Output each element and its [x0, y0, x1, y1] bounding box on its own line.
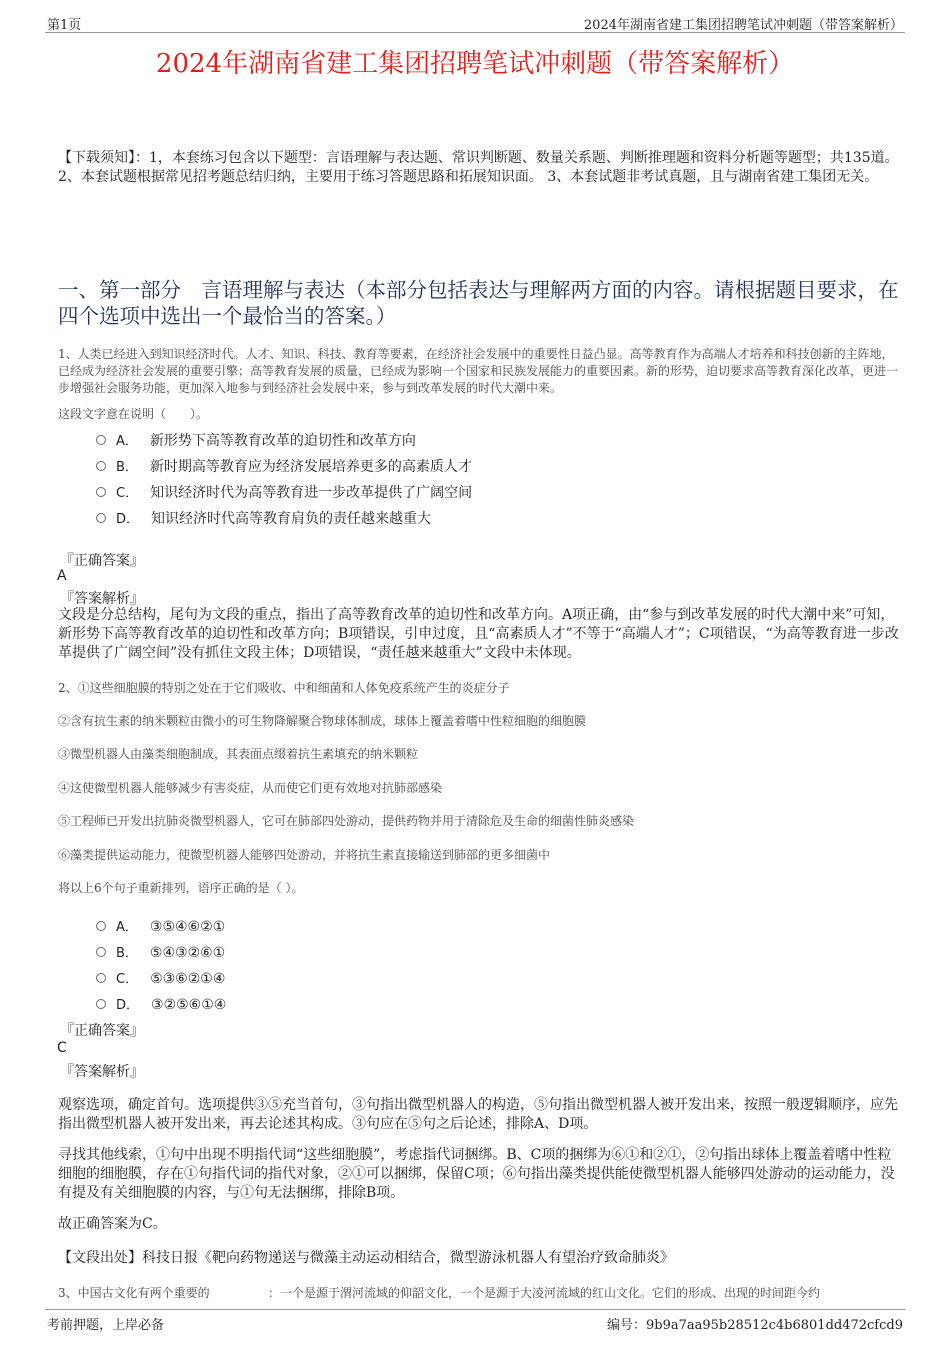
download-notice: 【下载须知】：1，本套练习包含以下题型：言语理解与表达题、常识判断题、数量关系题、判断推理题和资料分析题等题型；共135道。 2、本套试题根据常见招考题总结归纳，主要用于练习答题思路和拓展知识面。 3、本套试题非考试真题，且与湖南省建工集团无关。 — [58, 150, 899, 185]
q2-source: 【文段出处】科技日报《靶向药物递送与微藻主动运动相结合，微型游泳机器人有望治疗致命肺炎》 — [58, 1250, 674, 1266]
header-divider — [45, 32, 905, 33]
q1-option-c[interactable]: C． 知识经济时代为高等教育进一步改革提供了广阔空间 — [96, 482, 472, 502]
q1-option-a[interactable]: A． 新形势下高等教育改革的迫切性和改革方向 — [96, 430, 416, 450]
footer-serial: 编号：9b9a7aa95b28512c4b6801dd472cfcd9 — [607, 1318, 903, 1333]
footer-slogan: 考前押题，上岸必备 — [47, 1318, 165, 1333]
q2-analysis-2: 寻找其他线索，①句中出现不明指代词“这些细胞膜”，考虑指代词捆绑。B、C项的捆绑为⑥①和②①，②句指出球体上覆盖着嗜中性粒细胞的细胞膜，存在①句指代词的指代对象，②①可以捆绑，保留C项；⑥句指出藻类提供能使微型机器人能够四处游动的运动能力，没有提及有关细胞膜的内容，与①句无法捆绑，排除B项。 — [58, 1147, 895, 1201]
radio-icon[interactable] — [96, 513, 106, 523]
q2-analysis-3: 故正确答案为C。 — [58, 1216, 167, 1232]
q2-option-c[interactable]: C． ⑤③⑥②①④ — [96, 968, 225, 987]
q2-option-a[interactable]: A． ③⑤④⑥②① — [96, 916, 225, 935]
radio-icon[interactable] — [96, 947, 106, 957]
header-doc-title: 2024年湖南省建工集团招聘笔试冲刺题（带答案解析） — [583, 18, 903, 33]
q1-answer-label: 『正确答案』 — [60, 553, 144, 569]
section-heading: 一、第一部分 言语理解与表达（本部分包括表达与理解两方面的内容。请根据题目要求，在四个选项中选出一个最恰当的答案。） — [58, 278, 899, 328]
q2-analysis-label: 『答案解析』 — [60, 1064, 144, 1080]
q1-option-b[interactable]: B． 新时期高等教育应为经济发展培养更多的高素质人才 — [96, 456, 472, 476]
radio-icon[interactable] — [96, 921, 106, 931]
q1-option-d[interactable]: D． 知识经济时代高等教育肩负的责任越来越重大 — [96, 508, 431, 528]
q2-sentence-6: ⑥藻类提供运动能力，使微型机器人能够四处游动，并将抗生素直接输送到肺部的更多细菌中 — [58, 848, 551, 862]
q2-analysis-1: 观察选项，确定首句。选项提供③⑤充当首句，③句指出微型机器人的构造，⑤句指出微型机器人被开发出来，按照一般逻辑顺序，应先指出微型机器人被开发出来，再去论述其构成。③句应在⑤句之后论述，排除A、D项。 — [58, 1097, 898, 1132]
q1-stem: 1、人类已经进入到知识经济时代。人才、知识、科技、教育等要素，在经济社会发展中的重要性日益凸显。高等教育作为高端人才培养和科技创新的主阵地，已经成为经济社会发展的重要引擎；高等教育发展的质量，已经成为影响一个国家和民族发展能力的重要因素。新的形势，迫切要求高等教育深化改革，更进一步增强社会服务功能，更加深入地参与到经济社会发展中来，参与到改革发展的时代大潮中来。 — [58, 347, 899, 395]
radio-icon[interactable] — [96, 487, 106, 497]
q2-question: 将以上6个句子重新排列，语序正确的是（ ）。 — [58, 881, 304, 895]
q1-question: 这段文字意在说明（ ）。 — [58, 407, 209, 421]
q2-sentence-5: ⑤工程师已开发出抗肺炎微型机器人，它可在肺部四处游动，提供药物并用于清除危及生命的细菌性肺炎感染 — [58, 814, 635, 828]
page-title: 2024年湖南省建工集团招聘笔试冲刺题（带答案解析） — [155, 49, 795, 79]
q3-stem-part1: 3、中国古文化有两个重要的 — [58, 1286, 210, 1300]
q2-option-d[interactable]: D． ③②⑤⑥①④ — [96, 994, 226, 1013]
q1-analysis: 文段是分总结构，尾句为文段的重点，指出了高等教育改革的迫切性和改革方向。A项正确，由“参与到改革发展的时代大潮中来”可知，新形势下高等教育改革的迫切性和改革方向；B项错误，引申过度，且“高素质人才”不等于“高端人才”；C项错误，“为高等教育进一步改革提供了广阔空间”没有抓住文段主体；D项错误，“责任越来越重大”文段中未体现。 — [58, 607, 899, 661]
radio-icon[interactable] — [96, 435, 106, 445]
q2-option-b[interactable]: B． ⑤④③②⑥① — [96, 942, 225, 961]
footer-divider — [45, 1309, 905, 1310]
q2-answer: C — [57, 1040, 67, 1056]
q2-sentence-4: ④这使微型机器人能够减少有害炎症，从而使它们更有效地对抗肺部感染 — [58, 781, 443, 795]
q1-analysis-label: 『答案解析』 — [60, 591, 144, 607]
q1-answer: A — [57, 568, 67, 584]
q2-sentence-2: ②含有抗生素的纳米颗粒由微小的可生物降解聚合物球体制成，球体上覆盖着嗜中性粒细胞的细胞膜 — [58, 714, 587, 728]
header-page-number: 第1页 — [47, 18, 82, 33]
q3-stem-part2: ：一个是源于渭河流域的仰韶文化，一个是源于大凌河流域的红山文化。它们的形成、出现的时间距今约 — [268, 1286, 821, 1300]
radio-icon[interactable] — [96, 999, 106, 1009]
q2-answer-label: 『正确答案』 — [60, 1023, 144, 1039]
radio-icon[interactable] — [96, 461, 106, 471]
q2-sentence-3: ③微型机器人由藻类细胞制成，其表面点缀着抗生素填充的纳米颗粒 — [58, 747, 419, 761]
radio-icon[interactable] — [96, 973, 106, 983]
q2-sentence-1: 2、①这些细胞膜的特别之处在于它们吸收、中和细菌和人体免疫系统产生的炎症分子 — [58, 681, 510, 695]
